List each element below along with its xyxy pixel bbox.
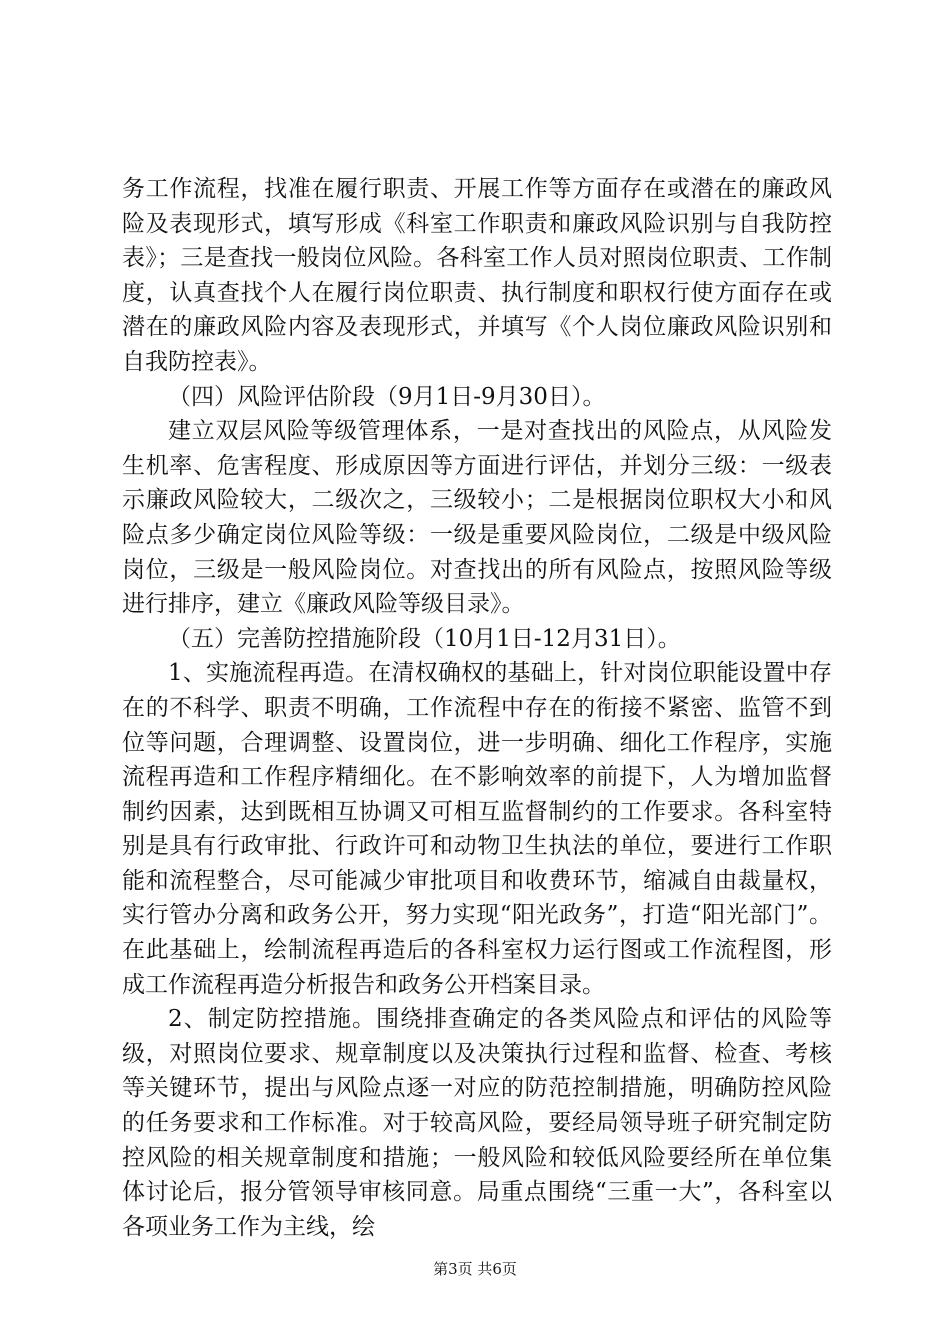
paragraph-continuation: 务工作流程，找准在履行职责、开展工作等方面存在或潜在的廉政风险及表现形式，填写形成《科室工作职责和廉政风险识别与自我防控表》；三是查找一般岗位风险。各科室工作人员对照岗位职责、工作制度，认真查找个人在履行岗位职责、执行制度和职权行使方面存在或潜在的廉政风险内容及表现形式，并填写《个人岗位廉政风险识别和自我防控表》。 [122,176,832,375]
section-heading-prevention-measures: （五）完善防控措施阶段（10月1日-12月31日）。 [168,625,681,652]
paragraph-risk-levels: 建立双层风险等级管理体系，一是对查找出的风险点，从风险发生机率、危害程度、形成原因等方面进行评估，并划分三级：一级表示廉政风险较大，二级次之，三级较小；二是根据岗位职权大小和风险点多少确定岗位风险等级：一级是重要风险岗位，二级是中级风险岗位，三级是一般风险岗位。对查找出的所有风险点，按照风险等级进行排序，建立《廉政风险等级目录》。 [122,418,832,618]
paragraph-control-measures: 2、制定防控措施。围绕排查确定的各类风险点和评估的风险等级，对照岗位要求、规章制度以及决策执行过程和监督、检查、考核等关键环节，提出与风险点逐一对应的防范控制措施，明确防控风险的任务要求和工作标准。对于较高风险，要经局领导班子研究制定防控风险的相关规章制度和措施；一般风险和较低风险要经所在单位集体讨论后，报分管领导审核同意。局重点围绕“三重一大”，各科室以各项业务工作为主线，绘 [122,1006,832,1240]
paragraph-process-reengineering: 1、实施流程再造。在清权确权的基础上，针对岗位职能设置中存在的不科学、职责不明确，工作流程中存在的衔接不紧密、监管不到位等问题，合理调整、设置岗位，进一步明确、细化工作程序，实施流程再造和工作程序精细化。在不影响效率的前提下，人为增加监督制约因素，达到既相互协调又可相互监督制约的工作要求。各科室特别是具有行政审批、行政许可和动物卫生执法的单位，要进行工作职能和流程整合，尽可能减少审批项目和收费环节，缩减自由裁量权，实行管办分离和政务公开，努力实现“阳光政务”，打造“阳光部门”。在此基础上，绘制流程再造后的各科室权力运行图或工作流程图，形成工作流程再造分析报告和政务公开档案目录。 [122,660,832,998]
document-body [122,172,832,1244]
page-number-footer: 第3页 共6页 [433,1260,517,1278]
section-heading-risk-assessment: （四）风险评估阶段（9月1日-9月30日）。 [168,383,606,410]
